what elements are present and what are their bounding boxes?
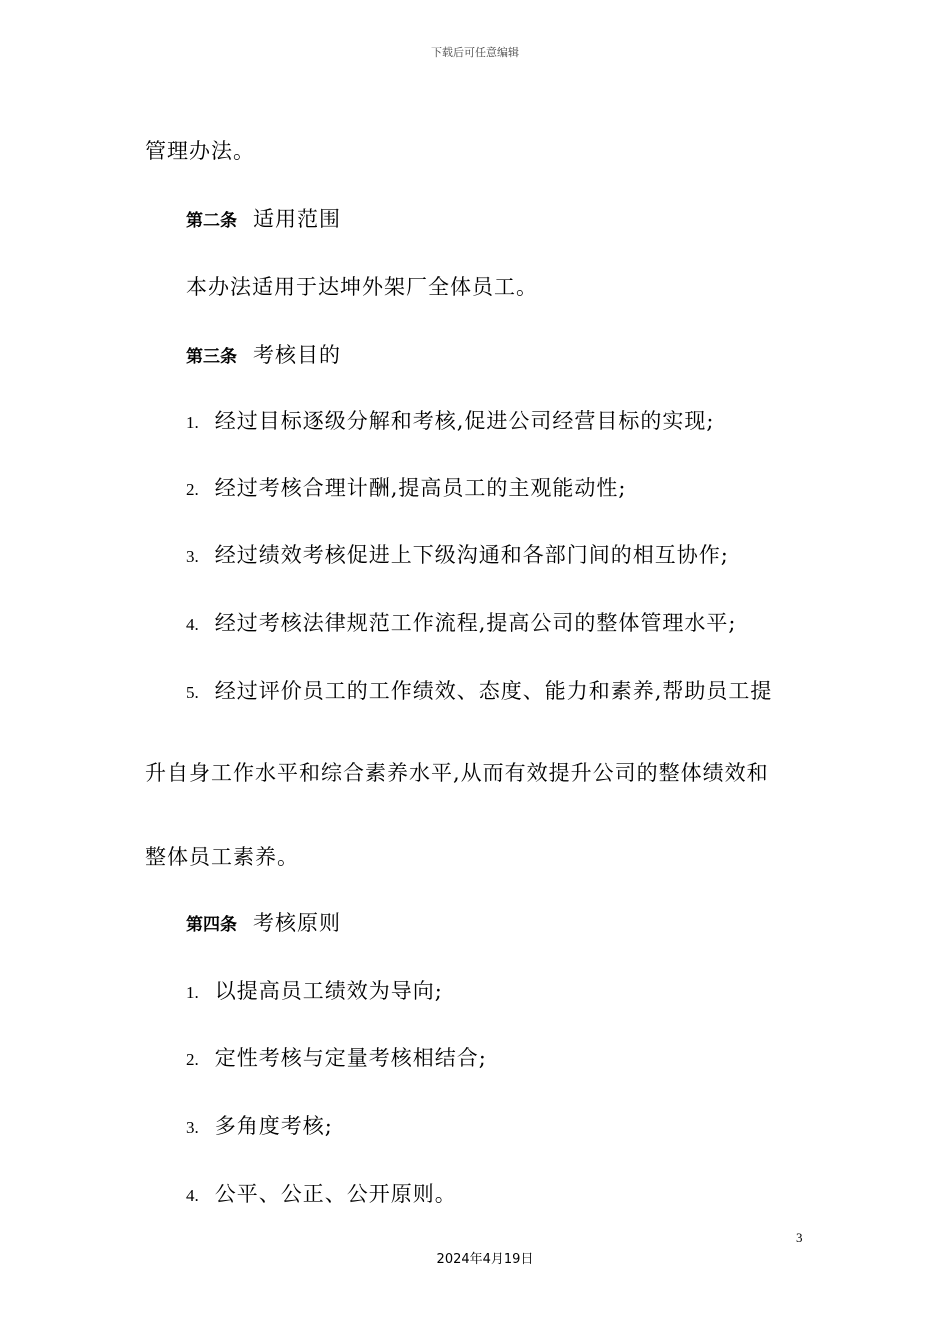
list-text: 经过评价员工的工作绩效、态度、能力和素养,帮助员工提 — [214, 679, 773, 703]
list-item — [186, 474, 627, 504]
list-item — [186, 677, 772, 707]
article-4-heading — [186, 909, 341, 939]
list-item — [186, 541, 729, 571]
list-number: 2. — [186, 1050, 199, 1069]
article-3-title: 考核目的 — [253, 343, 341, 367]
list-item — [186, 609, 737, 639]
list-text: 以提高员工绩效为导向; — [214, 979, 443, 1003]
page-header: 下载后可任意编辑 — [431, 46, 519, 59]
paragraph-continuation: 管理办法。 — [145, 139, 255, 163]
list-item — [186, 407, 715, 437]
list-item — [186, 977, 443, 1007]
list-text: 定性考核与定量考核相结合; — [214, 1046, 487, 1070]
list-number: 3. — [186, 547, 199, 566]
article-2-title: 适用范围 — [253, 207, 341, 231]
list-number: 3. — [186, 1118, 199, 1137]
list-text: 多角度考核; — [214, 1114, 333, 1138]
list-number: 4. — [186, 615, 199, 634]
list-number: 2. — [186, 480, 199, 499]
list-text: 经过目标逐级分解和考核,促进公司经营目标的实现; — [214, 409, 715, 433]
article-2-text: 本办法适用于达坤外架厂全体员工。 — [186, 275, 538, 299]
list-text: 经过考核合理计酬,提高员工的主观能动性; — [214, 476, 627, 500]
list-text: 经过考核法律规范工作流程,提高公司的整体管理水平; — [214, 611, 737, 635]
list-item-continuation: 升自身工作水平和综合素养水平,从而有效提升公司的整体绩效和 — [145, 761, 769, 785]
list-item — [186, 1112, 333, 1142]
page-footer-date: 2024年4月19日 — [436, 1252, 534, 1267]
article-4-title: 考核原则 — [253, 911, 341, 935]
article-2-heading — [186, 205, 341, 235]
list-item — [186, 1180, 457, 1210]
list-number: 4. — [186, 1186, 199, 1205]
article-3-heading — [186, 341, 341, 371]
article-3-label: 第三条 — [186, 347, 237, 367]
list-number: 1. — [186, 983, 199, 1002]
list-item-continuation: 整体员工素养。 — [145, 845, 299, 869]
list-text: 经过绩效考核促进上下级沟通和各部门间的相互协作; — [214, 543, 729, 567]
list-item — [186, 1044, 487, 1074]
page-number: 3 — [796, 1230, 803, 1245]
list-text: 公平、公正、公开原则。 — [214, 1182, 457, 1206]
list-number: 5. — [186, 683, 199, 702]
article-2-label: 第二条 — [186, 211, 237, 231]
article-4-label: 第四条 — [186, 915, 237, 935]
list-number: 1. — [186, 413, 199, 432]
